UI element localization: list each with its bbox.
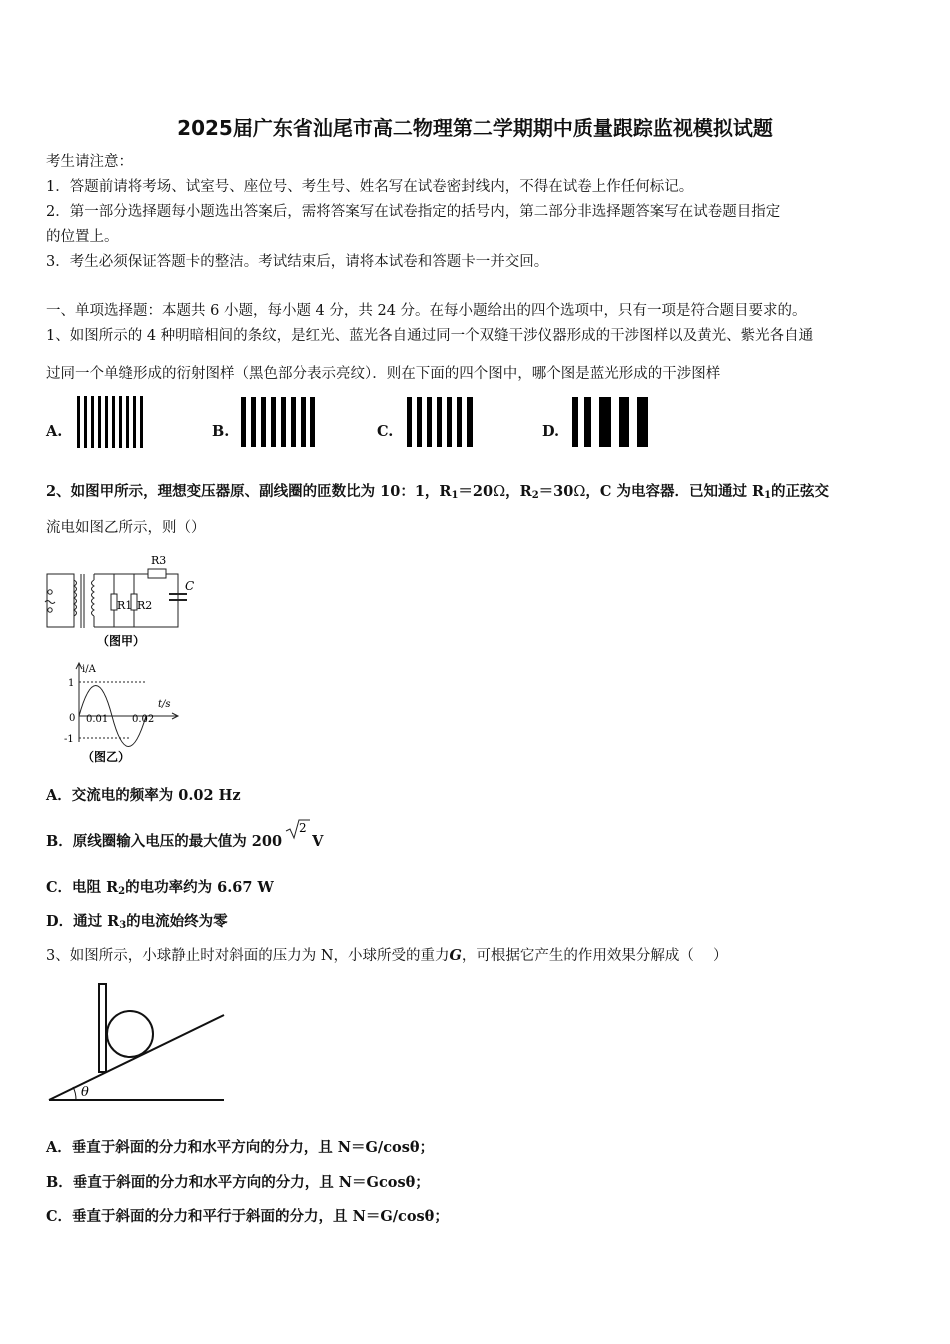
sqrt-symbol	[284, 818, 310, 844]
page-title: 2025届广东省汕尾市高二物理第二学期期中质量跟踪监视模拟试题	[177, 116, 773, 140]
question-3-text: 3、如图所示，小球静止时对斜面的压力为 N，小球所受的重力G，可根据它产生的作用效果分解成（ ）	[46, 947, 728, 964]
notice-item: 3．考生必须保证答题卡的整洁。考试结束后，请将本试卷和答题卡一并交回。	[46, 254, 549, 270]
option-d-label: D.	[542, 423, 560, 440]
current-graph	[60, 660, 190, 768]
fringe-pattern-a	[75, 396, 145, 448]
r3-label: R3	[151, 554, 167, 567]
y-tick: 1	[68, 678, 75, 689]
notice-item: 的位置上。	[46, 229, 119, 245]
fringe-pattern-c	[405, 397, 479, 447]
notice-heading: 考生请注意：	[46, 154, 133, 170]
option-c: C．垂直于斜面的分力和平行于斜面的分力，且 N＝G/cosθ；	[46, 1208, 449, 1225]
notice-item: 1．答题前请将考场、试室号、座位号、考生号、姓名写在试卷密封线内，不得在试卷上作任何标记。	[46, 179, 694, 195]
option-a: A．交流电的频率为 0.02 Hz	[46, 787, 241, 804]
option-b-label: B.	[212, 423, 230, 440]
option-b: B．垂直于斜面的分力和水平方向的分力，且 N＝Gcosθ；	[46, 1174, 430, 1191]
x-axis-label: t/s	[158, 699, 171, 710]
option-c: C．电阻 $R_2$的电功率约为 6.67 W	[46, 879, 274, 897]
x-tick: 0.02	[132, 714, 155, 725]
x-tick: 0.01	[86, 714, 109, 725]
notice-item: 2．第一部分选择题每小题选出答案后，需将答案写在试卷指定的括号内，第二部分非选择题答案写在试卷题目指定	[46, 204, 781, 220]
incline-diagram	[46, 982, 228, 1104]
question-1-text: 过同一个单缝形成的衍射图样（黑色部分表示亮纹）．则在下面的四个图中，哪个图是蓝光形成的干涉图样	[46, 366, 721, 382]
figure-caption: （图乙）	[82, 750, 131, 764]
c-label: C	[185, 579, 195, 593]
section-heading: 一、单项选择题：本题共 6 小题，每小题 4 分，共 24 分。在每小题给出的四个选项中，只有一项是符合题目要求的。	[46, 303, 807, 319]
sqrt-radicand: 2	[299, 821, 307, 835]
question-2-text: 2、如图甲所示，理想变压器原、副线圈的匝数比为 10：1，$R_1=20\Omega$，$R_2=30\Omega$，C 为电容器．已知通过 $R_1$的正弦交	[46, 483, 830, 501]
question-2-text: 流电如图乙所示，则（）	[46, 520, 206, 536]
option-a: A．垂直于斜面的分力和水平方向的分力，且 N＝G/cosθ；	[46, 1139, 435, 1156]
option-c-label: C.	[377, 423, 394, 440]
r2-label: R2	[137, 599, 153, 612]
y-axis-label: i/A	[82, 664, 96, 675]
y-tick: -1	[64, 734, 74, 745]
origin-label: 0	[69, 713, 76, 724]
option-d: D．通过 $R_3$的电流始终为零	[46, 913, 228, 931]
circuit-diagram	[42, 552, 202, 652]
fringe-pattern-d	[572, 397, 652, 447]
question-1-text: 1、如图所示的 4 种明暗相间的条纹，是红光、蓝光各自通过同一个双缝干涉仪器形成的干涉图样以及黄光、紫光各自通	[46, 328, 814, 344]
figure-caption: （图甲）	[97, 634, 146, 648]
fringe-pattern-b	[240, 397, 316, 447]
option-a-label: A.	[46, 423, 63, 440]
theta-label: θ	[81, 1085, 89, 1100]
r1-label: R1	[117, 599, 133, 612]
option-b: B．原线圈输入电压的最大值为 200 2 V	[46, 832, 323, 852]
